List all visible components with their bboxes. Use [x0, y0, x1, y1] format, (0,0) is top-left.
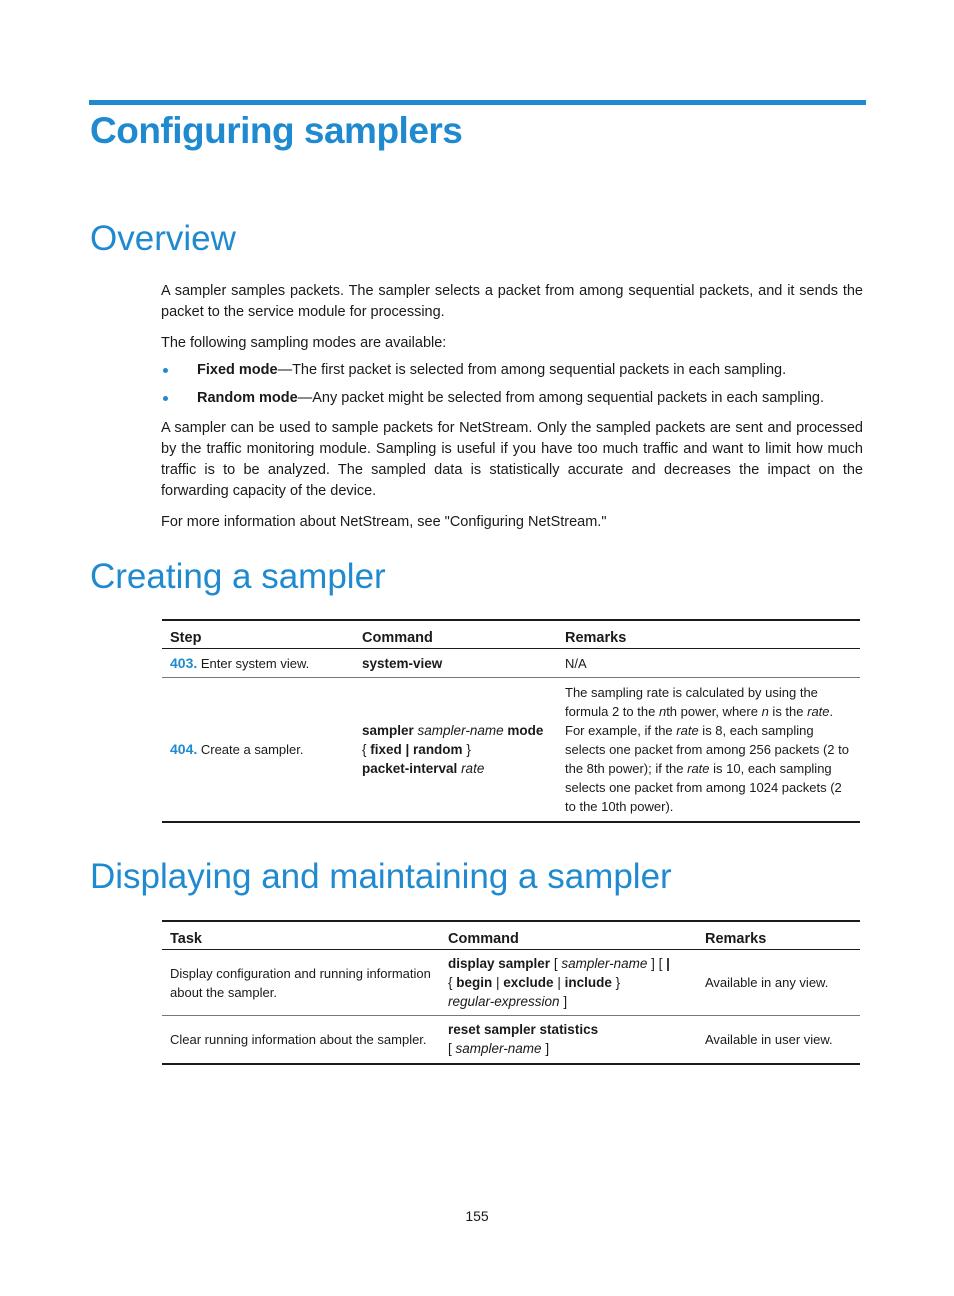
bullet-term: Random mode — [197, 390, 298, 406]
command-text: | — [553, 975, 565, 990]
remarks-text: is 10, each sampling selects one packet from among 1024 packets (2 to the 10th power). — [565, 760, 842, 814]
step-text: Create a sampler. — [197, 741, 304, 757]
command-text: | — [492, 975, 504, 990]
command-cell — [440, 950, 697, 1016]
column-header: Remarks — [697, 921, 860, 950]
overview-paragraph-3: A sampler can be used to sample packets for NetStream. Only the sampled packets are sent and processed by the traffic monitoring module. Sampling is useful if you have too much traffic and want to limit how much traffic is to be analyzed. The sampled data is statistically accurate and decreases the impact on the forwarding capacity of the device. — [161, 420, 863, 499]
command-text: } — [611, 975, 621, 990]
bullet-icon — [163, 368, 168, 373]
task-cell: Display configuration and running information about the sampler. — [162, 950, 440, 1016]
remarks-text: The sampling rate is calculated by using the formula 2 to the — [565, 684, 818, 719]
remarks-term: rate — [807, 703, 830, 719]
command-cell — [354, 678, 557, 822]
command-text: { — [448, 975, 457, 990]
command-argument: sampler-name — [417, 722, 504, 738]
command-argument: sampler-name — [455, 1041, 542, 1057]
command-keyword: include — [564, 975, 612, 990]
step-number: 403. — [170, 654, 198, 671]
remarks-text: is the — [768, 703, 808, 719]
table-header-row — [162, 921, 860, 950]
task-cell: Clear running information about the sampler. — [162, 1016, 440, 1064]
bullet-term: Fixed mode — [197, 362, 278, 378]
command-keyword: exclude — [503, 975, 554, 990]
column-header: Task — [162, 921, 440, 950]
command-keyword: | — [666, 956, 670, 971]
command-cell — [440, 1016, 697, 1064]
chapter-title: Configuring samplers — [90, 110, 463, 151]
list-item — [161, 388, 863, 416]
command-keyword: display sampler — [448, 956, 551, 971]
command-text: ] [ — [647, 956, 667, 971]
table-row — [162, 649, 860, 678]
remarks-cell: N/A — [557, 649, 860, 678]
table-row — [162, 1016, 860, 1064]
sampling-modes-list — [161, 360, 863, 416]
step-cell — [162, 649, 354, 678]
table-header-row — [162, 620, 860, 649]
column-header: Step — [162, 620, 354, 649]
table-row — [162, 950, 860, 1016]
remarks-text: is 8, each sampling selects one packet from among 256 packets (2 to the 8th power); if the — [565, 722, 849, 776]
command-text: [ — [550, 956, 562, 971]
command-text: } — [462, 741, 471, 757]
section-title-creating: Creating a sampler — [90, 557, 386, 596]
overview-paragraph-4: For more information about NetStream, see "Configuring NetStream." — [161, 514, 607, 530]
column-header: Command — [440, 921, 697, 950]
step-cell — [162, 678, 354, 822]
command-text: ] — [541, 1041, 550, 1057]
section-title-displaying: Displaying and maintaining a sampler — [90, 857, 672, 896]
remarks-cell: Available in user view. — [697, 1016, 860, 1064]
bullet-desc: —The first packet is selected from among sequential packets in each sampling. — [277, 362, 787, 378]
command-keyword: reset sampler statistics — [448, 1022, 599, 1038]
displaying-sampler-table — [162, 920, 860, 1065]
remarks-term: n — [761, 703, 769, 719]
section-title-overview: Overview — [90, 219, 236, 258]
step-number: 404. — [170, 740, 198, 757]
overview-paragraph-2: The following sampling modes are available: — [161, 335, 447, 351]
remarks-cell — [557, 678, 860, 822]
command-cell: system-view — [354, 649, 557, 678]
remarks-text: . For example, if the — [565, 703, 834, 738]
remarks-cell: Available in any view. — [697, 950, 860, 1016]
command-keyword: begin — [456, 975, 493, 990]
command-text: ] — [559, 994, 568, 1009]
bullet-desc: —Any packet might be selected from among sequential packets in each sampling. — [297, 390, 825, 406]
column-header: Remarks — [557, 620, 860, 649]
table-row — [162, 678, 860, 822]
overview-paragraph-1: A sampler samples packets. The sampler selects a packet from among sequential packets, and it sends the packet to the service module for processing. — [161, 283, 863, 320]
list-item — [161, 360, 863, 388]
chapter-rule — [89, 100, 866, 105]
step-text: Enter system view. — [197, 655, 310, 671]
remarks-term: n — [658, 703, 667, 719]
remarks-text: th power, where — [666, 703, 762, 719]
bullet-icon — [163, 396, 168, 401]
command-text: [ — [448, 1041, 456, 1057]
command-keyword: packet-interval — [362, 760, 458, 776]
remarks-term: rate — [676, 722, 699, 738]
column-header: Command — [354, 620, 557, 649]
command-keyword: sampler — [362, 722, 414, 738]
command-argument: rate — [461, 760, 485, 776]
page-number: 155 — [465, 1208, 489, 1224]
creating-sampler-table — [162, 619, 860, 823]
command-keyword: mode — [507, 722, 544, 738]
command-keyword: fixed | random — [370, 741, 463, 757]
remarks-term: rate — [687, 760, 710, 776]
command-argument: regular-expression — [448, 994, 560, 1009]
command-text: { — [362, 741, 371, 757]
command-argument: sampler-name — [561, 956, 648, 971]
